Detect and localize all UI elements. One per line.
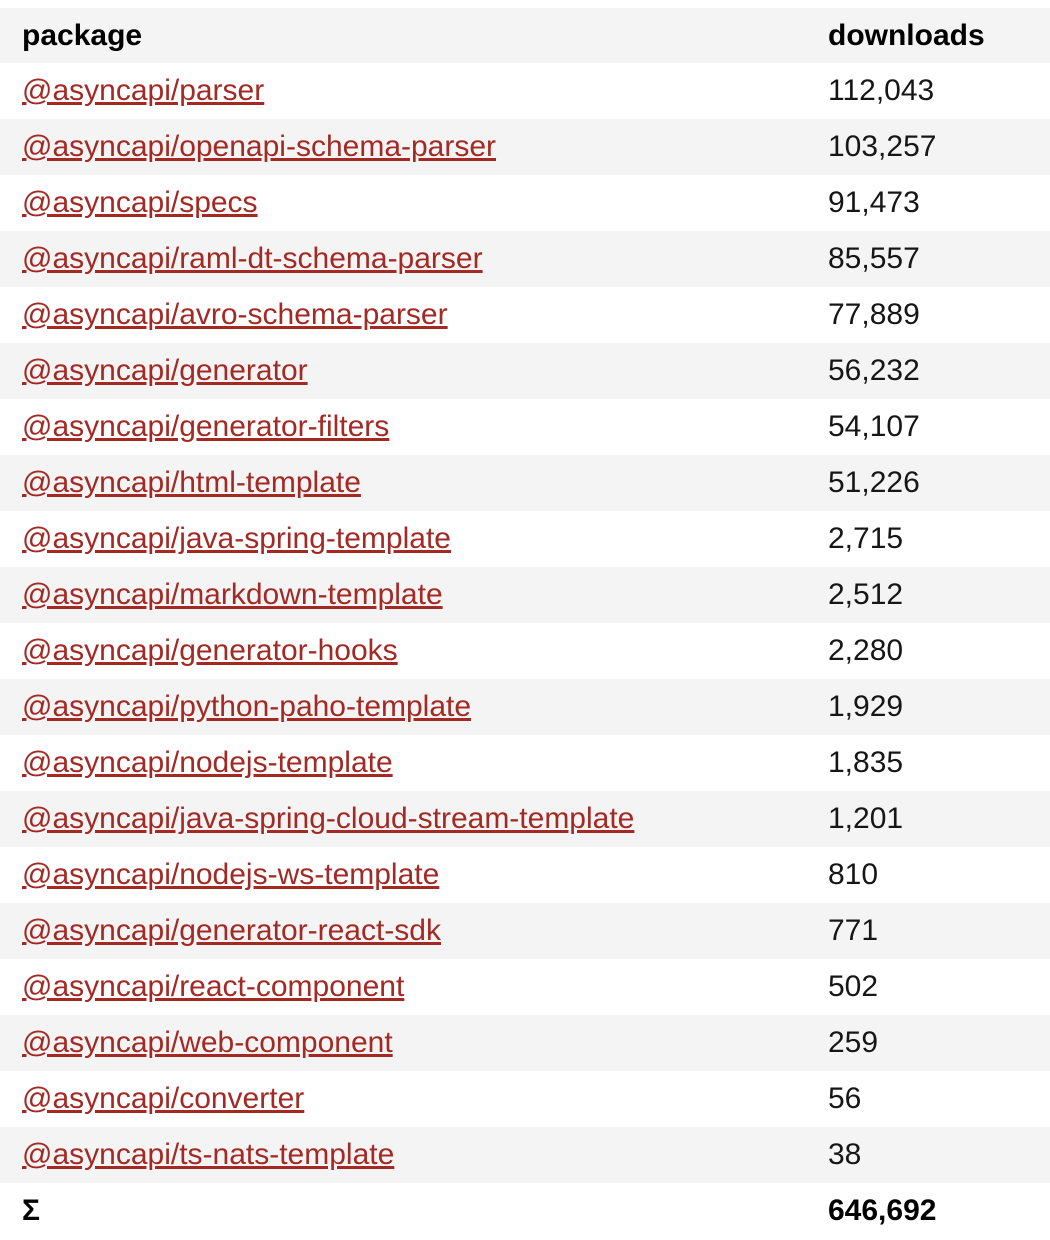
downloads-value: 259 — [828, 1026, 879, 1059]
table-row — [0, 231, 1050, 287]
downloads-value: 56,232 — [828, 354, 920, 387]
package-link[interactable]: @asyncapi/raml-dt-schema-parser — [22, 242, 483, 275]
package-link[interactable]: @asyncapi/generator-react-sdk — [22, 914, 441, 947]
downloads-value: 91,473 — [828, 186, 920, 219]
package-cell — [0, 567, 806, 623]
downloads-value: 85,557 — [828, 242, 920, 275]
package-link[interactable]: @asyncapi/python-paho-template — [22, 690, 472, 723]
table-row — [0, 119, 1050, 175]
package-cell — [0, 1015, 806, 1071]
table-row — [0, 623, 1050, 679]
header-row — [0, 8, 1050, 63]
table-row — [0, 455, 1050, 511]
package-link[interactable]: @asyncapi/web-component — [22, 1026, 393, 1059]
sum-total: 646,692 — [806, 1183, 1050, 1239]
table-row — [0, 735, 1050, 791]
package-cell — [0, 399, 806, 455]
column-header-downloads: downloads — [828, 18, 985, 52]
package-cell — [0, 231, 806, 287]
package-cell — [0, 175, 806, 231]
table-row — [0, 567, 1050, 623]
downloads-value: 103,257 — [828, 130, 937, 163]
table-row — [0, 175, 1050, 231]
package-link[interactable]: @asyncapi/specs — [22, 186, 258, 219]
downloads-value: 502 — [828, 970, 879, 1003]
sum-label: Σ — [0, 1183, 806, 1239]
table-row — [0, 847, 1050, 903]
package-cell — [0, 679, 806, 735]
package-cell — [0, 287, 806, 343]
package-link[interactable]: @asyncapi/parser — [22, 74, 265, 107]
table-row — [0, 287, 1050, 343]
table-body — [0, 63, 1050, 1183]
package-link[interactable]: @asyncapi/react-component — [22, 970, 405, 1003]
package-link[interactable]: @asyncapi/ts-nats-template — [22, 1138, 395, 1171]
package-cell — [0, 119, 806, 175]
downloads-value: 1,929 — [828, 690, 904, 723]
table-row — [0, 511, 1050, 567]
table-row — [0, 343, 1050, 399]
package-cell — [0, 1127, 806, 1183]
downloads-value: 1,201 — [828, 802, 904, 835]
table-row — [0, 399, 1050, 455]
package-link[interactable]: @asyncapi/java-spring-template — [22, 522, 451, 555]
downloads-value: 1,835 — [828, 746, 904, 779]
table-row — [0, 1015, 1050, 1071]
downloads-value: 771 — [828, 914, 879, 947]
column-header-package: package — [22, 18, 143, 52]
package-cell — [0, 847, 806, 903]
package-cell — [0, 455, 806, 511]
downloads-value: 2,715 — [828, 522, 904, 555]
downloads-value: 2,512 — [828, 578, 904, 611]
table-row — [0, 791, 1050, 847]
downloads-value: 51,226 — [828, 466, 920, 499]
package-cell — [0, 1071, 806, 1127]
package-link[interactable]: @asyncapi/nodejs-template — [22, 746, 393, 779]
downloads-value: 112,043 — [828, 74, 935, 107]
package-cell — [0, 63, 806, 119]
package-cell — [0, 511, 806, 567]
downloads-value: 2,280 — [828, 634, 904, 667]
table-row — [0, 903, 1050, 959]
package-link[interactable]: @asyncapi/markdown-template — [22, 578, 443, 611]
package-link[interactable]: @asyncapi/java-spring-cloud-stream-template — [22, 802, 635, 835]
table-row — [0, 679, 1050, 735]
package-link[interactable]: @asyncapi/converter — [22, 1082, 305, 1115]
package-cell — [0, 623, 806, 679]
table-row — [0, 959, 1050, 1015]
package-link[interactable]: @asyncapi/generator-hooks — [22, 634, 398, 667]
package-cell — [0, 735, 806, 791]
package-link[interactable]: @asyncapi/html-template — [22, 466, 361, 499]
downloads-value: 56 — [828, 1082, 862, 1115]
table-row — [0, 1071, 1050, 1127]
downloads-value: 54,107 — [828, 410, 920, 443]
downloads-table — [0, 8, 1050, 1239]
table-row — [0, 1127, 1050, 1183]
sum-row — [0, 1183, 1050, 1239]
package-cell — [0, 791, 806, 847]
package-link[interactable]: @asyncapi/nodejs-ws-template — [22, 858, 440, 891]
package-cell — [0, 343, 806, 399]
package-link[interactable]: @asyncapi/generator — [22, 354, 308, 387]
package-cell — [0, 903, 806, 959]
downloads-value: 38 — [828, 1138, 862, 1171]
downloads-value: 77,889 — [828, 298, 920, 331]
package-link[interactable]: @asyncapi/avro-schema-parser — [22, 298, 448, 331]
downloads-value: 810 — [828, 858, 879, 891]
package-link[interactable]: @asyncapi/openapi-schema-parser — [22, 130, 497, 163]
package-link[interactable]: @asyncapi/generator-filters — [22, 410, 390, 443]
package-cell — [0, 959, 806, 1015]
table-row — [0, 63, 1050, 119]
